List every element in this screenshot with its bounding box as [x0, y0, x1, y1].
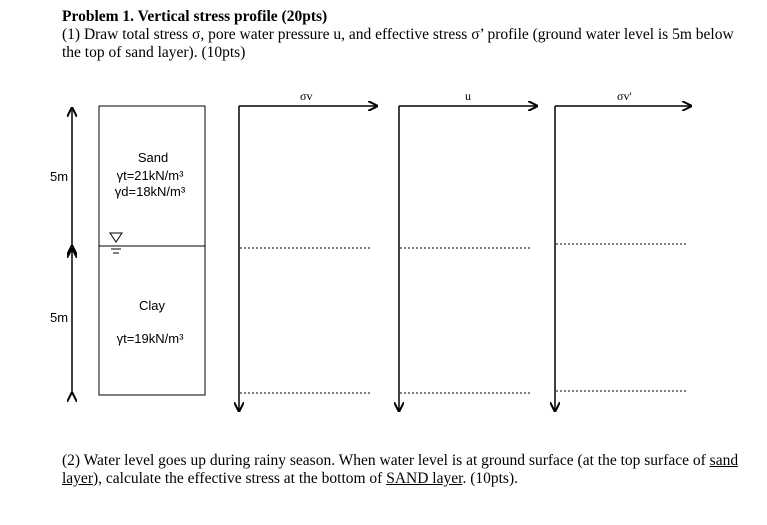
pore-pressure-axes [399, 106, 537, 411]
total-stress-axes [239, 106, 377, 411]
dimension-label-top: 5m [50, 169, 69, 184]
part2-text [62, 452, 752, 488]
sand-gamma-d: γd=18kN/m³ [114, 184, 186, 199]
sand-label: Sand [137, 150, 169, 165]
problem-heading: Problem 1. Vertical stress profile (20pts) [62, 8, 328, 25]
part2-text-mid: ), calculate the effective stress at the bottom of [92, 470, 387, 487]
clay-label: Clay [138, 298, 166, 313]
dimension-label-bottom: 5m [50, 310, 69, 325]
water-table-icon [110, 233, 122, 253]
part2-sand-layer: sand layer [62, 452, 739, 487]
total-stress-label: σv [300, 89, 313, 103]
effective-stress-label: σv' [617, 89, 632, 103]
effective-stress-axes [555, 106, 691, 411]
part1-text: (1) Draw total stress σ, pore water pressure u, and effective stress σ’ profile (ground water level is 5m below the top of sand layer). (10pts) [62, 26, 734, 61]
part2-text-pre: (2) Water level goes up during rainy season. When water level is at ground surface (at the top surface of [62, 452, 710, 469]
part2-sand-layer-caps: SAND layer [386, 470, 463, 487]
part2-text-post: . (10pts). [462, 470, 518, 487]
sand-gamma-t: γt=21kN/m³ [116, 168, 184, 183]
pore-pressure-label: u [465, 89, 471, 103]
clay-gamma-t: γt=19kN/m³ [116, 331, 184, 346]
